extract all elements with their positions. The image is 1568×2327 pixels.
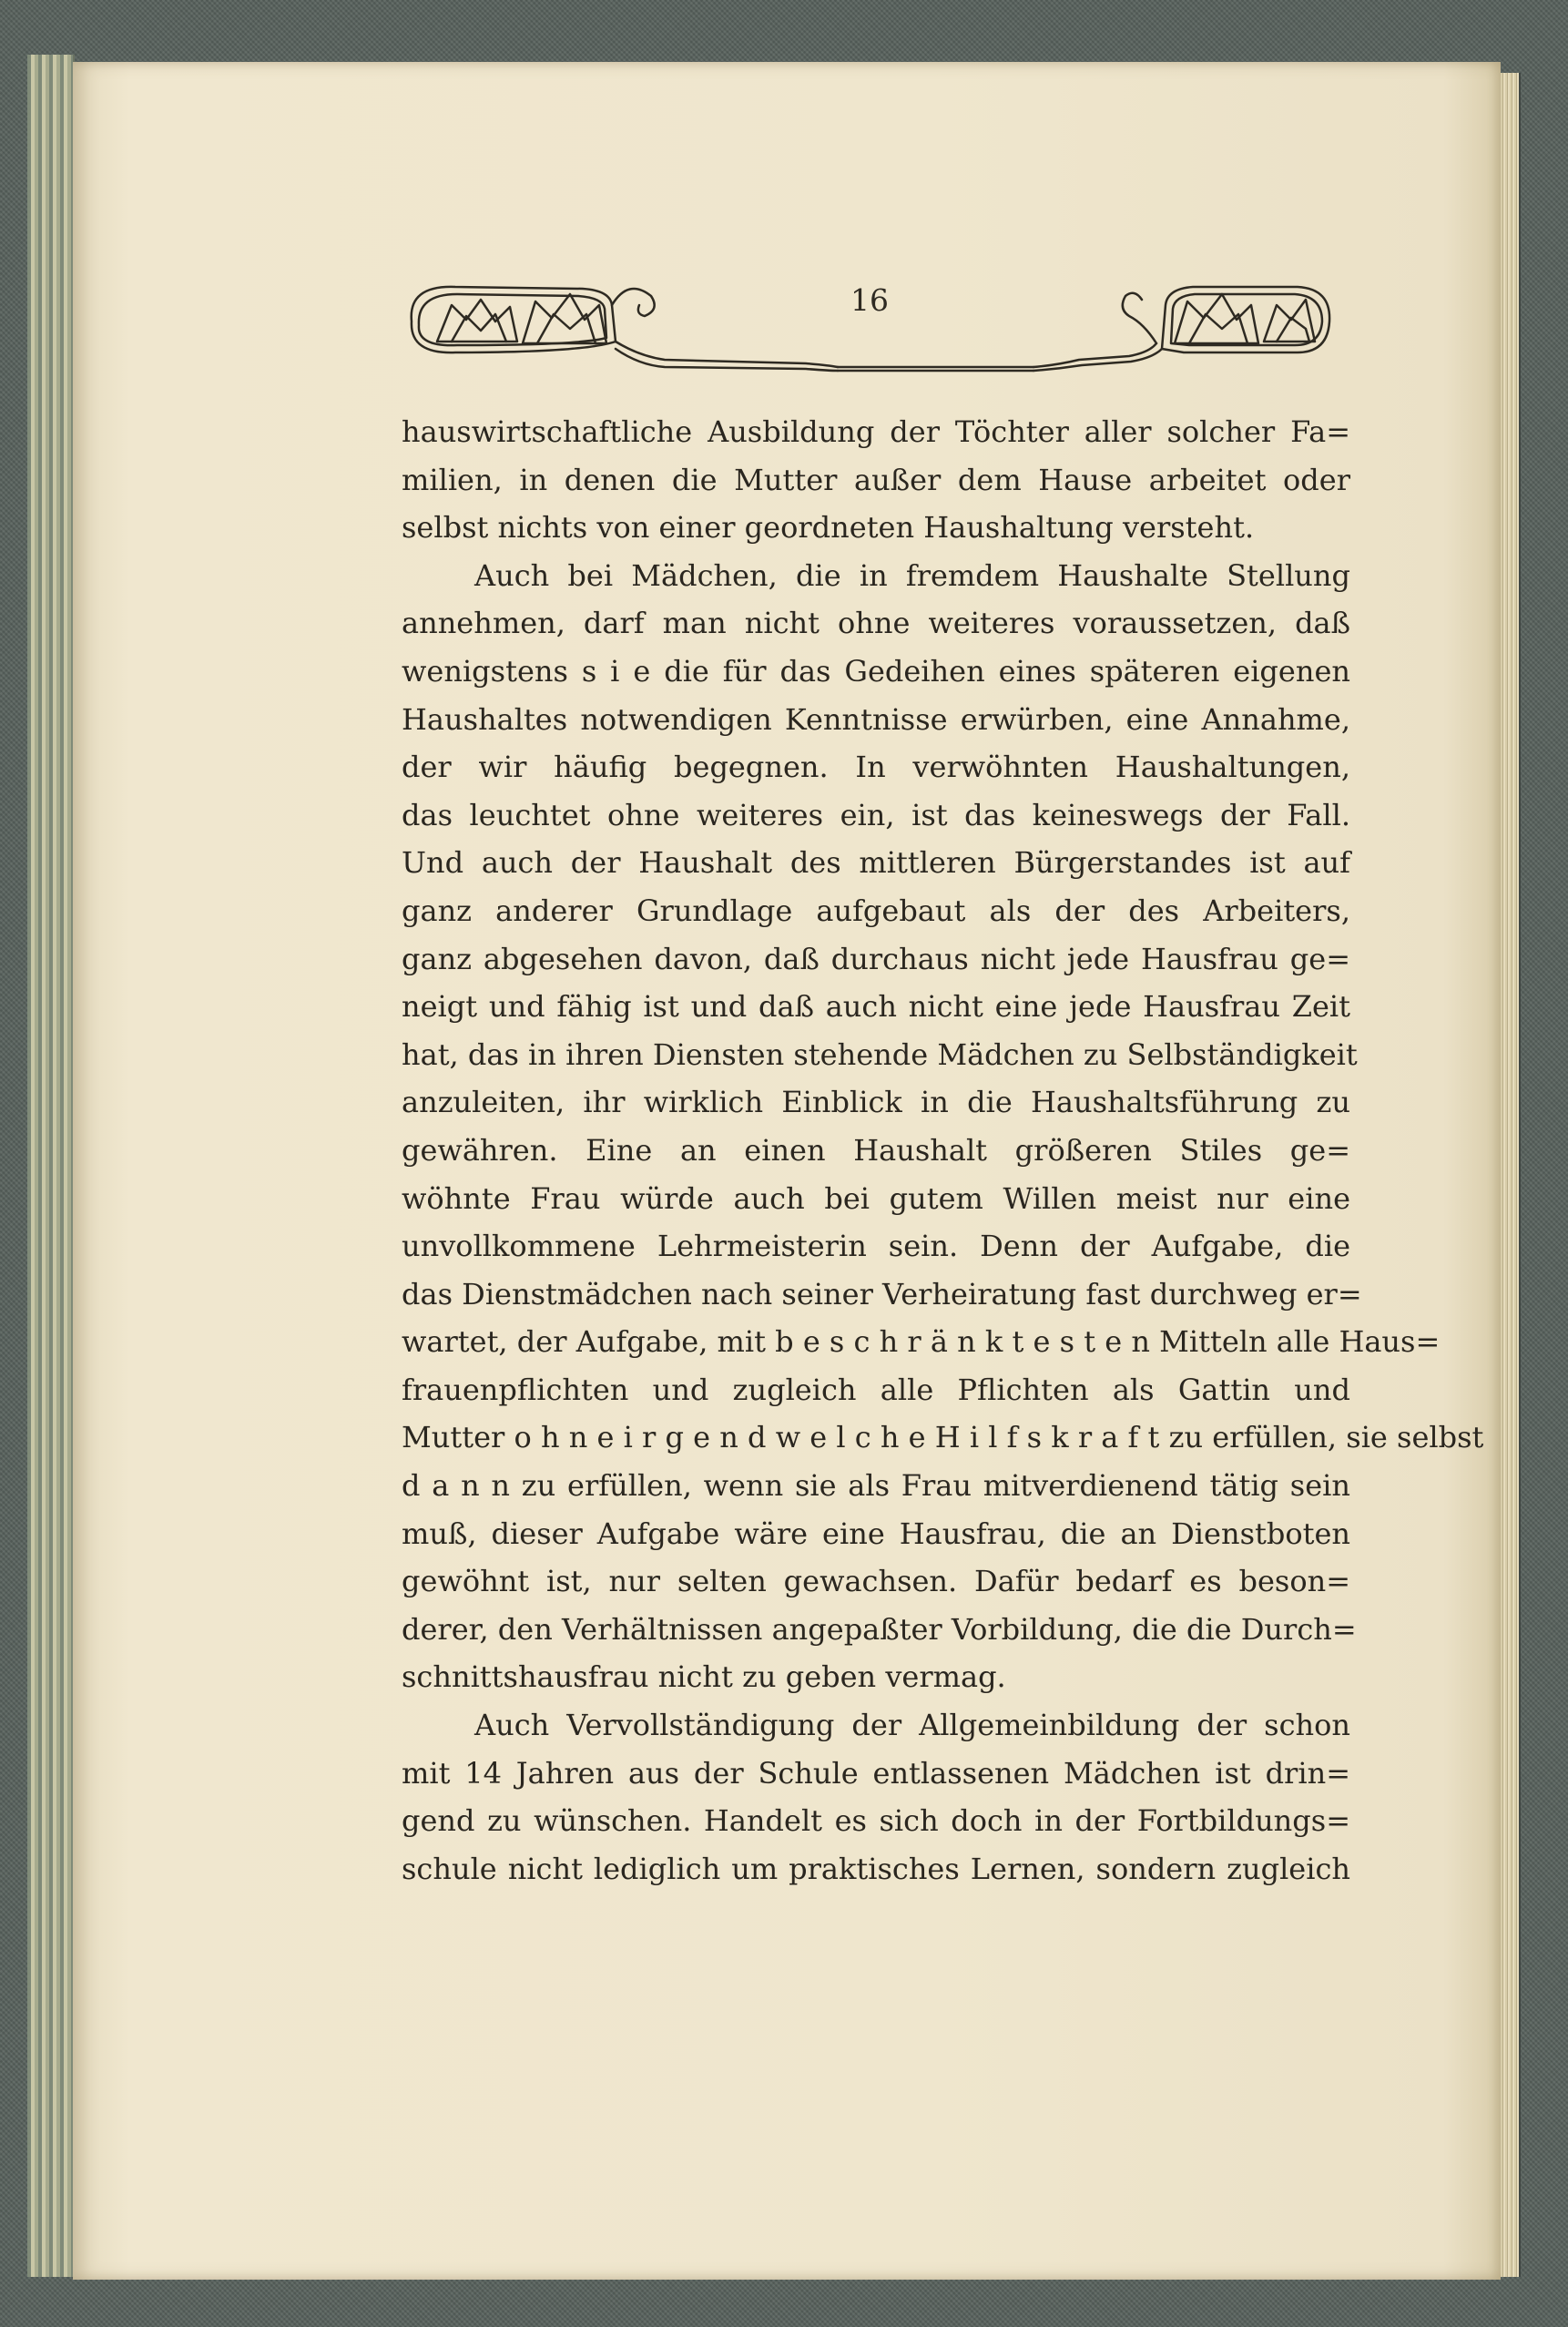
text-line: wöhnte Frau würde auch bei gutem Willen meist nur eine	[402, 1180, 1350, 1216]
text-line: frauenpflichten und zugleich alle Pflichten als Gattin und	[402, 1372, 1350, 1407]
text-line: wartet, der Aufgabe, mit b e s c h r ä n k t e s t e n Mitteln alle Haus=	[402, 1324, 1441, 1360]
text-line: Mutter o h n e i r g e n d w e l c h e H i l f s k r a f t zu erfüllen, sie selbst	[402, 1420, 1484, 1455]
text-line: Und auch der Haushalt des mittleren Bürgerstandes ist auf	[402, 845, 1350, 881]
text-line: ganz anderer Grundlage aufgebaut als der des Arbeiters,	[402, 893, 1350, 928]
page-header-ornament	[401, 269, 1339, 378]
text-line: milien, in denen die Mutter außer dem Hause arbeitet oder	[402, 462, 1350, 497]
text-line: wenigstens s i e die für das Gedeihen eines späteren eigenen	[402, 653, 1350, 689]
text-line: hat, das in ihren Diensten stehende Mädchen zu Selbständigkeit	[402, 1036, 1358, 1072]
text-line: annehmen, darf man nicht ohne weiteres voraussetzen, daß	[402, 606, 1350, 641]
page-number: 16	[850, 282, 889, 318]
text-line: schnittshausfrau nicht zu geben vermag.	[402, 1659, 1006, 1695]
text-line: der wir häufig begegnen. In verwöhnten Haushaltungen,	[402, 750, 1350, 785]
text-line: anzuleiten, ihr wirklich Einblick in die Haushaltsführung zu	[402, 1085, 1350, 1120]
text-line: derer, den Verhältnissen angepaßter Vorbildung, die die Durch=	[402, 1611, 1357, 1647]
text-line: unvollkommene Lehrmeisterin sein. Denn der Aufgabe, die	[402, 1229, 1350, 1264]
text-line: muß, dieser Aufgabe wäre eine Hausfrau, die an Dienstboten	[402, 1516, 1350, 1551]
text-line: Auch bei Mädchen, die in fremdem Haushalte Stellung	[474, 557, 1350, 593]
text-line: d a n n zu erfüllen, wenn sie als Frau mitverdienend tätig sein	[402, 1468, 1350, 1504]
text-line: mit 14 Jahren aus der Schule entlassenen Mädchen ist drin=	[402, 1755, 1350, 1791]
text-line: Haushaltes notwendigen Kenntnisse erwürben, eine Annahme,	[402, 701, 1350, 737]
text-line: gewöhnt ist, nur selten gewachsen. Dafür bedarf es beson=	[402, 1564, 1350, 1599]
text-line: selbst nichts von einer geordneten Haushaltung versteht.	[402, 510, 1255, 546]
text-line: hauswirtschaftliche Ausbildung der Töchter aller solcher Fa=	[402, 414, 1350, 449]
text-line: ganz abgesehen davon, daß durchaus nicht jede Hausfrau ge=	[402, 941, 1350, 976]
text-line: neigt und fähig ist und daß auch nicht eine jede Hausfrau Zeit	[402, 989, 1350, 1025]
text-line: das leuchtet ohne weiteres ein, ist das keineswegs der Fall.	[402, 797, 1350, 832]
endpaper-strip	[27, 55, 75, 2277]
body-text	[402, 408, 1484, 1893]
text-line: gend zu wünschen. Handelt es sich doch in der Fortbildungs=	[402, 1803, 1350, 1839]
text-line: das Dienstmädchen nach seiner Verheiratung fast durchweg er=	[402, 1276, 1362, 1311]
text-line: gewähren. Eine an einen Haushalt größeren Stiles ge=	[402, 1132, 1350, 1168]
text-line: schule nicht lediglich um praktisches Lernen, sondern zugleich	[402, 1851, 1350, 1886]
text-line: Auch Vervollständigung der Allgemeinbildung der schon	[474, 1708, 1350, 1743]
